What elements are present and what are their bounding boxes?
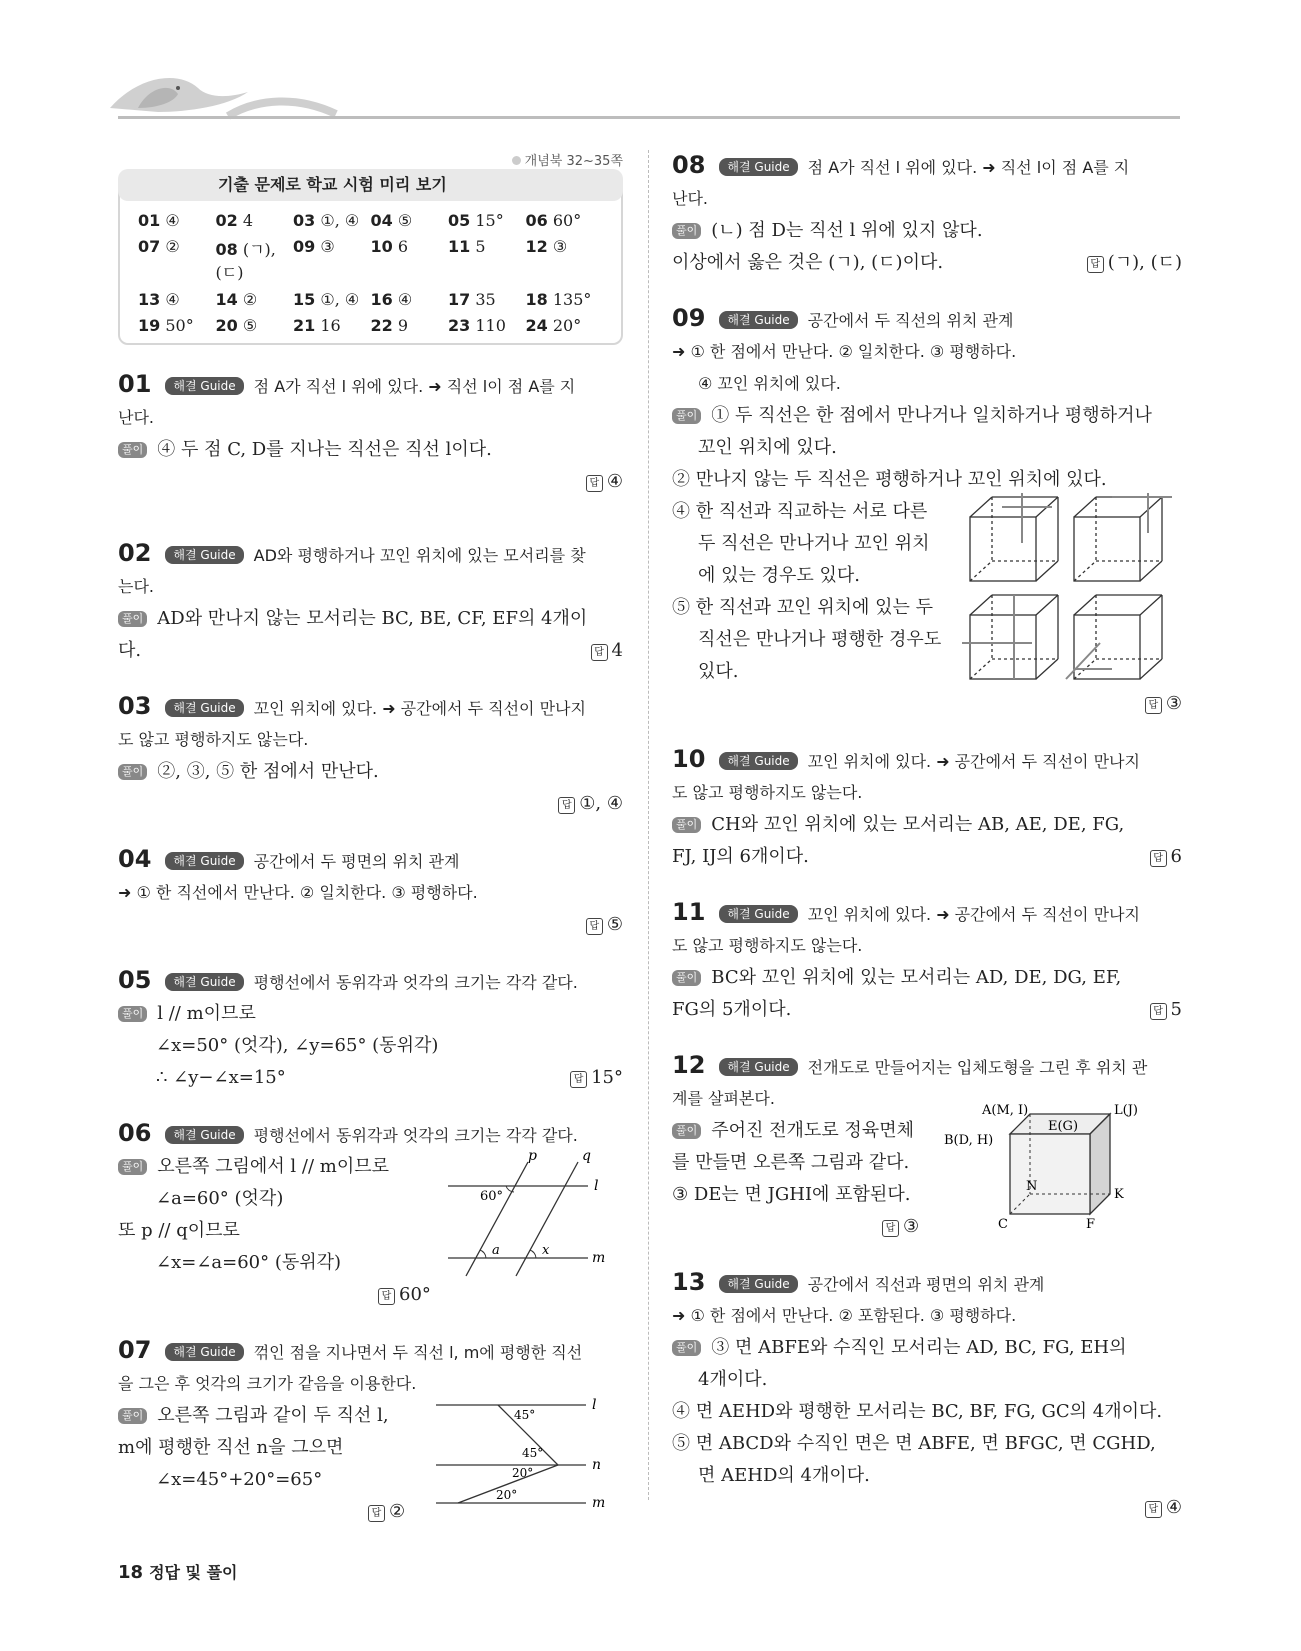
- label-x: x: [542, 1243, 550, 1258]
- final-answer: [368, 1501, 405, 1522]
- answer-value: 60°: [552, 211, 582, 230]
- guide-text: 점 A가 직선 l 위에 있다. ➜ 직선 l이 점 A를 지: [807, 158, 1130, 177]
- solution-text: 면 AEHD의 4개이다.: [698, 1465, 870, 1486]
- cube-fig-3: [962, 595, 1058, 679]
- cube-fig-4: [1066, 595, 1162, 679]
- answer-number: 04: [370, 211, 393, 230]
- solution-badge: 풀이: [118, 1006, 147, 1022]
- solution-badge: 풀이: [672, 817, 701, 833]
- answer-icon: 답: [1145, 1501, 1162, 1518]
- answer-value: 35: [475, 290, 496, 309]
- answer-value: ③: [903, 1216, 920, 1237]
- answer-icon: 답: [586, 475, 603, 492]
- guide-badge: 해결 Guide: [719, 752, 797, 770]
- problem-07: [118, 1335, 623, 1528]
- label-a: a: [492, 1243, 500, 1258]
- problem-number: 03: [118, 692, 152, 720]
- answer-cell: [138, 237, 216, 283]
- answer-cell: [448, 237, 526, 283]
- guide-text: 평행선에서 동위각과 엇각의 크기는 각각 같다.: [253, 973, 578, 992]
- answer-icon: 답: [591, 644, 608, 661]
- answer-number: 20: [215, 316, 238, 335]
- solution-text: m에 평행한 직선 n을 그으면: [118, 1437, 344, 1458]
- label-angle-4: 20°: [496, 1488, 518, 1502]
- solution-text: ③ DE는 면 JGHI에 포함된다.: [672, 1184, 911, 1205]
- problem-04: [118, 844, 623, 941]
- guide-badge: 해결 Guide: [719, 1275, 797, 1293]
- answer-cell: [526, 237, 604, 283]
- problem-number: 13: [672, 1268, 706, 1296]
- answer-cell: [371, 211, 449, 230]
- solution-text: ②, ③, ⑤ 한 점에서 만난다.: [157, 761, 379, 782]
- problem-number: 04: [118, 845, 152, 873]
- problem-12: [672, 1050, 1182, 1243]
- answer-cell: [293, 290, 371, 309]
- final-answer: [118, 466, 623, 498]
- concept-ref-text: 개념북 32~35쪽: [524, 154, 623, 169]
- bent-line-figure-07: [436, 1395, 616, 1515]
- answer-value: (ㄱ), (ㄷ): [1107, 252, 1182, 273]
- guide-text: AD와 평행하거나 꼬인 위치에 있는 모서리를 찾: [253, 546, 586, 565]
- problem-06: [118, 1118, 623, 1311]
- guide-arrow-text: ➜ ① 한 점에서 만난다. ② 일치한다. ③ 평행하다.: [672, 342, 1017, 361]
- guide-text: 평행선에서 동위각과 엇각의 크기는 각각 같다.: [253, 1126, 578, 1145]
- solution-badge: 풀이: [672, 1123, 701, 1139]
- answer-value: ②: [242, 290, 258, 309]
- label-l: l: [594, 1178, 599, 1194]
- guide-arrow-text: ➜ ① 한 직선에서 만난다. ② 일치한다. ③ 평행하다.: [118, 883, 478, 902]
- answer-value: ②: [389, 1501, 406, 1522]
- solution-badge: 풀이: [672, 1340, 701, 1356]
- answer-value: ①, ④: [320, 290, 360, 309]
- solution-text: ⑤ 면 ABCD와 수직인 면은 면 ABFE, 면 BFGC, 면 CGHD,: [672, 1433, 1156, 1454]
- answer-value: ⑤: [397, 211, 413, 230]
- guide-badge: 해결 Guide: [165, 699, 243, 717]
- answer-value: ④: [165, 290, 180, 309]
- solution-text: 오른쪽 그림과 같이 두 직선 l,: [157, 1405, 389, 1426]
- guide-arrow-text: ➜ ① 한 점에서 만난다. ② 포함된다. ③ 평행하다.: [672, 1306, 1017, 1325]
- guide-text: 도 않고 평행하지도 않는다.: [118, 730, 309, 749]
- cube-fig-2: [1074, 493, 1172, 581]
- answer-number: 10: [370, 237, 393, 256]
- problem-09: [672, 303, 1182, 720]
- final-answer: [1150, 994, 1182, 1026]
- guide-badge: 해결 Guide: [719, 158, 797, 176]
- solution-text: 다.: [118, 640, 142, 661]
- header-dolphin-logo: [108, 68, 338, 120]
- label-angle-2: 45°: [522, 1446, 544, 1460]
- footer-label: 정답 및 풀이: [149, 1563, 238, 1582]
- answer-number: 21: [293, 316, 316, 335]
- final-answer: [118, 909, 623, 941]
- solution-text: ④ 한 직선과 직교하는 서로 다른: [672, 501, 928, 522]
- answer-value: ③: [320, 237, 335, 256]
- problem-number: 10: [672, 745, 706, 773]
- bullet-icon: [512, 156, 521, 165]
- answer-number: 15: [293, 290, 316, 309]
- answer-number: 13: [138, 290, 161, 309]
- label-n: n: [592, 1457, 602, 1473]
- answer-number: 05: [448, 211, 471, 230]
- answer-cell: [216, 237, 294, 283]
- answer-number: 12: [525, 237, 548, 256]
- answer-value: ⑤: [242, 316, 258, 335]
- solution-text: ∠x=50° (엇각), ∠y=65° (동위각): [156, 1035, 439, 1056]
- guide-text: 을 그은 후 엇각의 크기가 같음을 이용한다.: [118, 1374, 417, 1393]
- label-angle: 60°: [480, 1189, 504, 1204]
- answer-value: 4: [611, 640, 623, 661]
- solution-badge: 풀이: [118, 611, 147, 627]
- answer-icon: 답: [378, 1288, 395, 1305]
- answer-value: 9: [397, 316, 409, 335]
- final-answer: [378, 1284, 431, 1305]
- guide-badge: 해결 Guide: [165, 1343, 243, 1361]
- solution-text: FG의 5개이다.: [672, 999, 792, 1020]
- concept-ref: [118, 150, 623, 169]
- page-number: 18: [118, 1562, 144, 1583]
- answer-value: 4: [242, 211, 254, 230]
- final-answer: [570, 1062, 623, 1094]
- solution-text: 있다.: [698, 661, 739, 682]
- final-answer: [591, 635, 623, 667]
- answer-icon: 답: [1150, 1003, 1167, 1020]
- problem-02: [118, 538, 623, 667]
- answer-cell: [448, 316, 526, 335]
- page-footer: [118, 1560, 237, 1583]
- answer-number: 22: [370, 316, 393, 335]
- answer-cell: [448, 290, 526, 309]
- label-angle-1: 45°: [514, 1408, 536, 1422]
- guide-text: 도 않고 평행하지도 않는다.: [672, 936, 863, 955]
- answer-number: 19: [138, 316, 161, 335]
- guide-badge: 해결 Guide: [165, 546, 243, 564]
- answer-number: 02: [215, 211, 238, 230]
- solution-text: ⑤ 한 직선과 꼬인 위치에 있는 두: [672, 597, 933, 618]
- solution-badge: 풀이: [672, 408, 701, 424]
- problem-number: 11: [672, 898, 706, 926]
- guide-text: 전개도로 만들어지는 입체도형을 그린 후 위치 관: [807, 1058, 1148, 1077]
- final-answer: [118, 788, 623, 820]
- answer-icon: 답: [570, 1071, 587, 1088]
- solution-text: 꼬인 위치에 있다.: [698, 437, 837, 458]
- answer-value: 6: [397, 237, 409, 256]
- solution-text: ④ 두 점 C, D를 지나는 직선은 직선 l이다.: [157, 439, 492, 460]
- answer-icon: 답: [1145, 697, 1162, 714]
- right-column: [672, 150, 1182, 1524]
- answer-cell: [526, 211, 604, 230]
- solution-text: ∠x=45°+20°=65°: [156, 1469, 323, 1490]
- guide-text: 난다.: [672, 189, 708, 208]
- guide-text: 꼬인 위치에 있다. ➜ 공간에서 두 직선이 만나지: [253, 699, 586, 718]
- solution-text: ③ 면 ABFE와 수직인 모서리는 AD, BC, FG, EH의: [711, 1337, 1127, 1358]
- answer-value: ④: [165, 211, 180, 230]
- answer-number: 18: [525, 290, 548, 309]
- answer-value: 15°: [591, 1067, 623, 1088]
- solution-text: AD와 만나지 않는 모서리는 BC, BE, CF, EF의 4개이: [157, 608, 588, 629]
- answer-cell: [216, 290, 294, 309]
- answer-value: ③: [552, 237, 568, 256]
- guide-badge: 해결 Guide: [719, 1058, 797, 1076]
- solution-badge: 풀이: [118, 1408, 147, 1424]
- final-answer: [1150, 841, 1182, 873]
- solution-text: 주어진 전개도로 정육면체: [711, 1120, 914, 1141]
- solution-text: (ㄴ) 점 D는 직선 l 위에 있지 않다.: [711, 220, 983, 241]
- answer-value: ①, ④: [579, 793, 623, 814]
- answer-value: 20°: [552, 316, 582, 335]
- answer-value: 60°: [399, 1284, 431, 1305]
- solution-text: l // m이므로: [157, 1003, 256, 1024]
- problem-03: [118, 691, 623, 820]
- label-BDH: B(D, H): [944, 1133, 994, 1148]
- problem-number: 01: [118, 370, 152, 398]
- solution-text: 또 p // q이므로: [118, 1220, 240, 1241]
- problem-13: [672, 1267, 1182, 1524]
- label-LJ: L(J): [1114, 1104, 1138, 1118]
- answer-value: ②: [165, 237, 180, 256]
- answer-cell: [371, 290, 449, 309]
- solution-text: ④ 면 AEHD와 평행한 모서리는 BC, BF, FG, GC의 4개이다.: [672, 1401, 1163, 1422]
- answer-number: 09: [293, 237, 316, 256]
- problem-number: 05: [118, 966, 152, 994]
- problem-number: 08: [672, 151, 706, 179]
- guide-arrow-text: ④ 꼬인 위치에 있다.: [698, 374, 841, 393]
- label-K: K: [1114, 1187, 1124, 1202]
- solution-text: 4개이다.: [698, 1369, 768, 1390]
- guide-text: 공간에서 직선과 평면의 위치 관계: [807, 1275, 1045, 1294]
- answer-value: ⑤: [606, 914, 623, 935]
- guide-badge: 해결 Guide: [165, 852, 243, 870]
- guide-text: 점 A가 직선 l 위에 있다. ➜ 직선 l이 점 A를 지: [253, 377, 576, 396]
- answer-cell: [371, 316, 449, 335]
- answer-cell: [293, 237, 371, 283]
- solution-text: CH와 꼬인 위치에 있는 모서리는 AB, AE, DE, FG,: [711, 814, 1125, 835]
- solution-text: 에 있는 경우도 있다.: [698, 565, 860, 586]
- answer-value: ①, ④: [320, 211, 360, 230]
- cube-figures-09: [962, 493, 1182, 683]
- solution-badge: 풀이: [672, 223, 701, 239]
- answer-cell: [216, 316, 294, 335]
- guide-text: 꺾인 점을 지나면서 두 직선 l, m에 평행한 직선: [253, 1343, 583, 1362]
- answer-grid: [138, 211, 603, 335]
- answer-value: 6: [1170, 846, 1182, 867]
- solution-text: 두 직선은 만나거나 꼬인 위치: [698, 533, 930, 554]
- answer-preview-box: [118, 175, 623, 345]
- label-p: p: [528, 1148, 537, 1164]
- answer-cell: [293, 316, 371, 335]
- guide-text: 계를 살펴본다.: [672, 1089, 775, 1108]
- solution-badge: 풀이: [118, 442, 147, 458]
- answer-value: 5: [1170, 999, 1182, 1020]
- answer-value: 110: [475, 316, 506, 335]
- solution-badge: 풀이: [118, 1159, 147, 1175]
- problem-10: [672, 744, 1182, 873]
- answer-icon: 답: [882, 1220, 899, 1237]
- guide-text: 는다.: [118, 577, 154, 596]
- answer-number: 11: [448, 237, 471, 256]
- label-m: m: [592, 1495, 606, 1511]
- answer-cell: [526, 290, 604, 309]
- problem-number: 07: [118, 1336, 152, 1364]
- label-m: m: [592, 1250, 606, 1266]
- answer-cell: [138, 211, 216, 230]
- label-F: F: [1086, 1217, 1096, 1232]
- answer-icon: 답: [558, 797, 575, 814]
- answer-cell: [216, 211, 294, 230]
- header-rule: [118, 116, 1180, 119]
- answer-number: 23: [448, 316, 471, 335]
- guide-text: 난다.: [118, 408, 154, 427]
- answer-icon: 답: [586, 918, 603, 935]
- guide-badge: 해결 Guide: [719, 311, 797, 329]
- solution-text: FJ, IJ의 6개이다.: [672, 846, 809, 867]
- solution-text: ① 두 직선은 한 점에서 만나거나 일치하거나 평행하거나: [711, 405, 1152, 426]
- answer-cell: [138, 316, 216, 335]
- guide-badge: 해결 Guide: [165, 377, 243, 395]
- final-answer: [672, 688, 1182, 720]
- cube-fig-1: [970, 493, 1058, 581]
- problem-01: [118, 369, 623, 498]
- answer-number: 16: [370, 290, 393, 309]
- answer-icon: 답: [368, 1505, 385, 1522]
- solution-text: 직선은 만나거나 평행한 경우도: [698, 629, 942, 650]
- answer-number: 17: [448, 290, 471, 309]
- answer-value: 15°: [475, 211, 504, 230]
- problem-number: 06: [118, 1119, 152, 1147]
- guide-text: 꼬인 위치에 있다. ➜ 공간에서 두 직선이 만나지: [807, 905, 1140, 924]
- final-answer: [672, 1492, 1182, 1524]
- answer-cell: [293, 211, 371, 230]
- column-separator: [648, 150, 649, 1500]
- answer-cell: [526, 316, 604, 335]
- solution-text: ∠a=60° (엇각): [156, 1188, 284, 1209]
- solution-text: ② 만나지 않는 두 직선은 평행하거나 꼬인 위치에 있다.: [672, 469, 1107, 490]
- preview-title: 기출 문제로 학교 시험 미리 보기: [118, 169, 623, 201]
- solution-text: 오른쪽 그림에서 l // m이므로: [157, 1156, 389, 1177]
- label-q: q: [582, 1148, 591, 1164]
- solution-text: ∴ ∠y−∠x=15°: [156, 1067, 286, 1088]
- problem-number: 09: [672, 304, 706, 332]
- answer-number: 14: [215, 290, 238, 309]
- label-N: N: [1026, 1179, 1038, 1194]
- guide-badge: 해결 Guide: [165, 1126, 243, 1144]
- answer-value: ③: [1165, 693, 1182, 714]
- answer-number: 06: [525, 211, 548, 230]
- answer-value: ④: [397, 290, 413, 309]
- answer-number: 24: [525, 316, 548, 335]
- guide-badge: 해결 Guide: [719, 905, 797, 923]
- guide-text: 공간에서 두 평면의 위치 관계: [253, 852, 460, 871]
- solution-text: 를 만들면 오른쪽 그림과 같다.: [672, 1152, 910, 1173]
- answer-number: 08: [215, 240, 238, 259]
- label-C: C: [998, 1217, 1008, 1232]
- answer-icon: 답: [1150, 850, 1167, 867]
- final-answer: [882, 1216, 919, 1237]
- answer-number: 01: [138, 211, 161, 230]
- answer-icon: 답: [1087, 256, 1104, 273]
- label-EG: E(G): [1048, 1119, 1079, 1134]
- final-answer: [1087, 247, 1182, 279]
- guide-text: 공간에서 두 직선의 위치 관계: [807, 311, 1014, 330]
- solution-text: ∠x=∠a=60° (동위각): [156, 1252, 342, 1273]
- left-column: [118, 150, 623, 1528]
- answer-value: 50°: [165, 316, 194, 335]
- answer-value: ④: [606, 471, 623, 492]
- problem-08: [672, 150, 1182, 279]
- answer-value: ④: [1165, 1497, 1182, 1518]
- answer-value: (ㄱ), (ㄷ): [215, 240, 276, 282]
- problem-number: 02: [118, 539, 152, 567]
- solution-text: 이상에서 옳은 것은 (ㄱ), (ㄷ)이다.: [672, 252, 944, 273]
- label-angle-3: 20°: [512, 1466, 534, 1480]
- solution-badge: 풀이: [118, 764, 147, 780]
- guide-text: 도 않고 평행하지도 않는다.: [672, 783, 863, 802]
- answer-cell: [138, 290, 216, 309]
- solution-badge: 풀이: [672, 970, 701, 986]
- label-AMI: A(M, I): [982, 1104, 1029, 1118]
- problem-number: 12: [672, 1051, 706, 1079]
- answer-cell: [371, 237, 449, 283]
- label-l: l: [592, 1397, 597, 1413]
- answer-cell: [448, 211, 526, 230]
- answer-value: 16: [320, 316, 341, 335]
- parallel-lines-figure-06: [448, 1148, 608, 1278]
- answer-value: 5: [475, 237, 486, 256]
- answer-number: 03: [293, 211, 316, 230]
- guide-text: 꼬인 위치에 있다. ➜ 공간에서 두 직선이 만나지: [807, 752, 1140, 771]
- problem-05: [118, 965, 623, 1094]
- guide-badge: 해결 Guide: [165, 973, 243, 991]
- problem-11: [672, 897, 1182, 1026]
- solution-text: BC와 꼬인 위치에 있는 모서리는 AD, DE, DG, EF,: [711, 967, 1122, 988]
- cube-net-figure-12: [942, 1104, 1177, 1234]
- answer-value: 135°: [552, 290, 592, 309]
- answer-number: 07: [138, 237, 161, 256]
